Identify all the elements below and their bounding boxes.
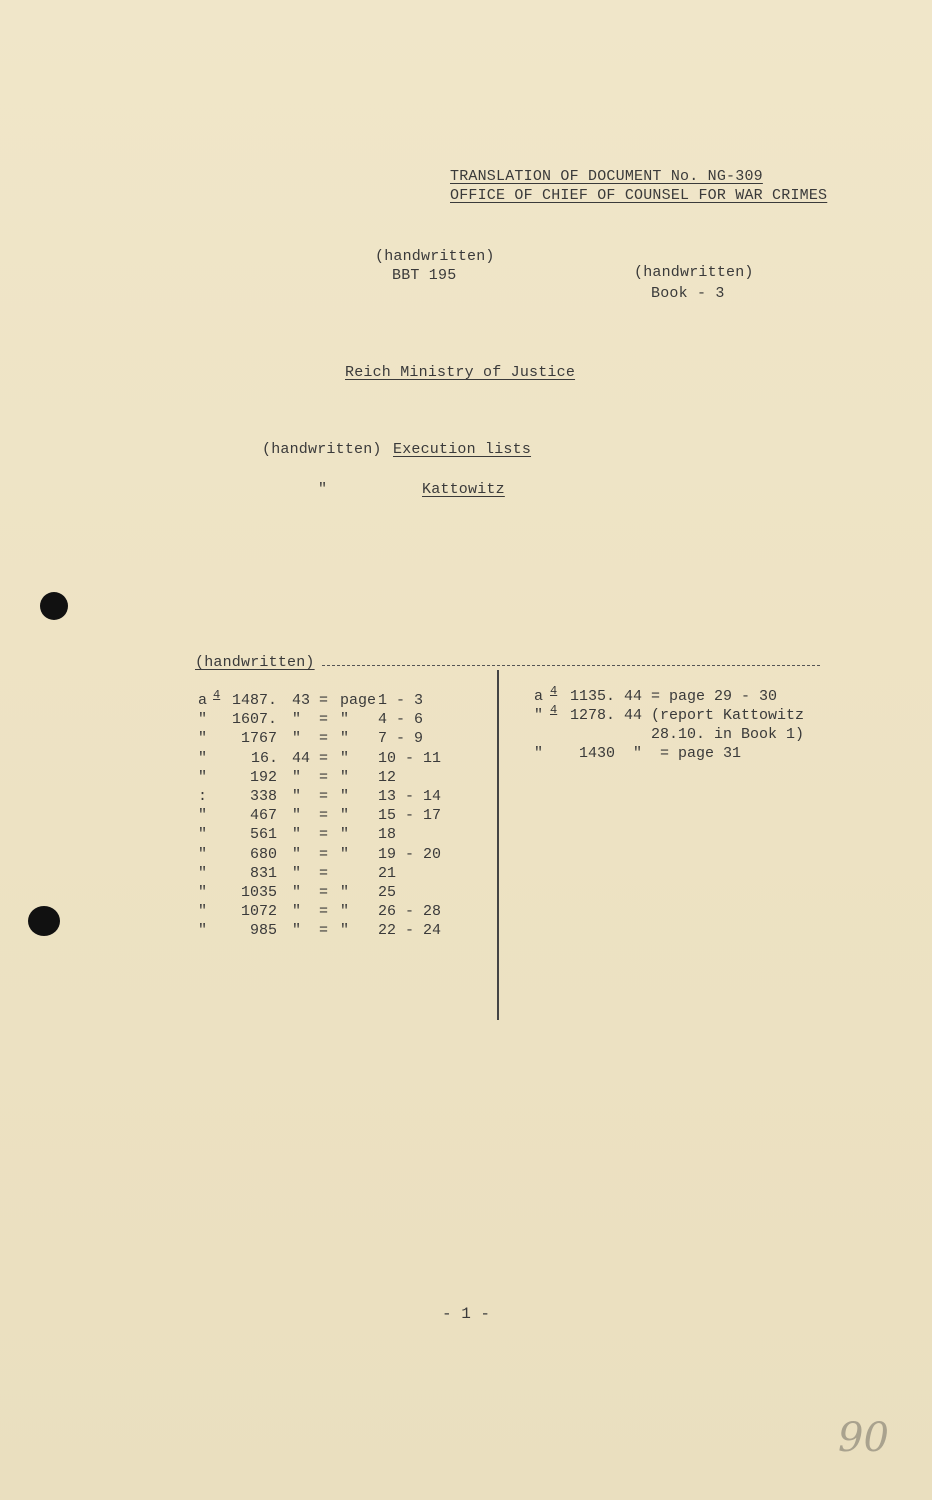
list-number: 1035	[241, 884, 278, 901]
list-year: "	[292, 884, 302, 901]
left-note-label: (handwritten)	[375, 248, 495, 265]
list-page-range: 21	[378, 864, 397, 882]
list-page-word: "	[340, 711, 350, 729]
list-number: 16.	[251, 749, 279, 767]
list-equals: =	[319, 711, 329, 729]
list-year: "	[292, 768, 302, 786]
right-note-value: Book - 3	[651, 285, 725, 302]
handwritten-page-number: 90	[838, 1415, 889, 1461]
list-equals: =	[319, 807, 329, 825]
list-page-word: page	[340, 692, 377, 709]
list-superscript: 4	[550, 684, 558, 698]
list-item	[0, 903, 500, 921]
list-mark: "	[198, 864, 208, 882]
list-equals: =	[319, 884, 329, 901]
list-number: 192	[250, 768, 278, 786]
punch-hole-top	[40, 592, 68, 620]
list-mark: a	[198, 692, 208, 709]
list-equals: =	[319, 864, 329, 882]
list-mark: "	[198, 730, 208, 748]
list-equals: =	[319, 749, 329, 767]
list-page-range: 22 - 24	[378, 922, 442, 940]
list-item	[0, 922, 500, 940]
list-year: 43	[292, 692, 311, 709]
list-page-range: 1 - 3	[378, 692, 424, 709]
list-equals: =	[319, 903, 329, 921]
list-heading: (handwritten)	[195, 654, 315, 671]
list-number: 561	[250, 826, 278, 844]
list-page-range: 15 - 17	[378, 807, 442, 825]
list-page-word: "	[340, 922, 350, 940]
list-year: 44	[292, 749, 311, 767]
right-list	[0, 684, 932, 778]
list-mark: :	[198, 788, 208, 805]
list-year: "	[292, 788, 302, 805]
list-mark: "	[198, 826, 208, 844]
list-equals: =	[319, 730, 329, 748]
location-ditto: "	[318, 481, 328, 498]
list-mark: "	[198, 922, 208, 940]
list-year: "	[292, 807, 302, 825]
list-item	[0, 745, 932, 763]
list-equals: =	[319, 845, 329, 863]
list-page-range: 13 - 14	[378, 788, 442, 805]
list-page-word: "	[340, 749, 350, 767]
list-page-word: "	[340, 845, 350, 863]
list-page-range: 19 - 20	[378, 845, 442, 863]
list-year: "	[292, 826, 302, 844]
subtitle-label: Execution lists	[393, 441, 532, 458]
list-year: "	[292, 864, 302, 882]
list-equals: =	[319, 692, 329, 709]
list-item	[0, 807, 500, 825]
list-number: 1487.	[232, 692, 278, 709]
list-superscript: 4	[213, 688, 221, 702]
list-page-range: 10 - 11	[378, 749, 442, 767]
page-number: - 1 -	[441, 1305, 490, 1323]
list-page-word: "	[340, 903, 350, 921]
subtitle-prefix: (handwritten)	[262, 441, 382, 458]
list-entry-text: 1135. 44 = page 29 - 30	[570, 688, 778, 705]
list-item	[0, 884, 500, 902]
list-mark: "	[198, 749, 208, 767]
list-number: 1607.	[232, 711, 278, 729]
list-number: 831	[250, 864, 278, 882]
list-number: 1072	[241, 903, 278, 921]
list-item	[0, 726, 932, 744]
list-page-word: "	[340, 807, 350, 825]
list-year: "	[292, 711, 302, 729]
list-superscript: 4	[550, 703, 558, 717]
list-mark: a	[534, 688, 544, 705]
list-item	[0, 846, 500, 864]
list-item	[0, 865, 500, 883]
header-line-1: TRANSLATION OF DOCUMENT No. NG-309	[450, 168, 763, 185]
list-mark: "	[534, 707, 544, 724]
header-line-2: OFFICE OF CHIEF OF COUNSEL FOR WAR CRIMES	[450, 187, 828, 204]
list-page-word: "	[340, 788, 350, 805]
list-year: "	[292, 845, 302, 863]
list-page-word: "	[340, 826, 350, 844]
list-page-range: 25	[378, 884, 397, 901]
list-divider-horizontal	[322, 665, 820, 666]
list-mark: "	[534, 745, 544, 762]
list-mark: "	[198, 711, 208, 729]
list-mark: "	[198, 807, 208, 825]
list-entry-text: 1278. 44 (report Kattowitz	[570, 707, 805, 724]
list-item	[0, 703, 932, 725]
list-equals: =	[319, 788, 329, 805]
list-page-range: 7 - 9	[378, 730, 424, 748]
list-page-word: "	[340, 730, 350, 748]
list-mark: "	[198, 768, 208, 786]
list-year: "	[292, 903, 302, 921]
list-number: 338	[250, 788, 278, 805]
list-year: "	[292, 922, 302, 940]
list-item	[0, 826, 500, 844]
right-note-label: (handwritten)	[634, 264, 754, 281]
list-number: 680	[250, 845, 278, 863]
left-note-value: BBT 195	[392, 267, 457, 284]
list-mark: "	[198, 903, 208, 921]
list-entry-text: 1430 " = page 31	[570, 745, 742, 762]
list-item	[0, 788, 500, 806]
list-number: 467	[250, 807, 278, 825]
list-page-word: "	[340, 768, 350, 786]
list-page-word: "	[340, 884, 350, 901]
list-equals: =	[319, 768, 329, 786]
location-name: Kattowitz	[422, 481, 505, 498]
list-equals: =	[319, 922, 329, 940]
list-number: 1767	[241, 730, 278, 748]
list-number: 985	[250, 922, 278, 940]
list-mark: "	[198, 845, 208, 863]
list-mark: "	[198, 884, 208, 901]
list-page-range: 26 - 28	[378, 903, 442, 921]
list-equals: =	[319, 826, 329, 844]
list-year: "	[292, 730, 302, 748]
list-item	[0, 684, 932, 706]
list-page-range: 18	[378, 826, 397, 844]
list-page-range: 12	[378, 768, 397, 786]
list-page-range: 4 - 6	[378, 711, 424, 729]
document-title: Reich Ministry of Justice	[345, 364, 576, 381]
list-entry-text: 28.10. in Book 1)	[570, 726, 805, 743]
